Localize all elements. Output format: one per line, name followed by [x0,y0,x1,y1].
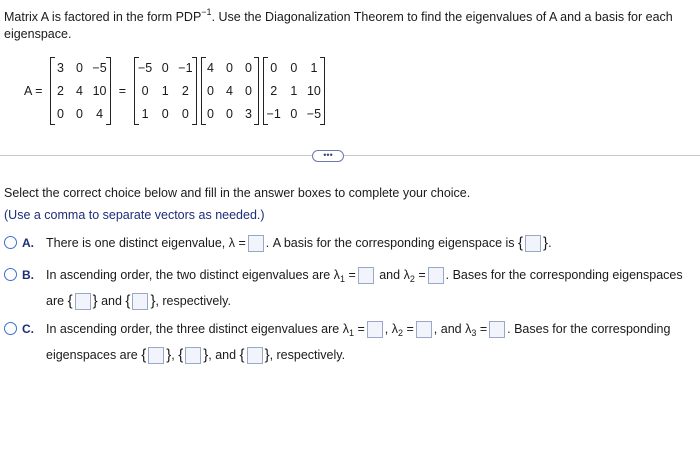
subscript: 1 [339,274,345,284]
matrix-entry: −1 [266,107,281,121]
matrix-entry: 0 [141,84,149,98]
right-brace: } [150,292,156,310]
instruction-text: Select the correct choice below and fill in the answer boxes to complete your choice. [4,186,471,200]
section-divider [0,155,700,156]
expand-more-button[interactable]: ••• [312,150,344,162]
right-brace: } [264,346,270,364]
choice-b-text: . Bases for the corresponding eigenspaces are [46,268,683,308]
right-brace: } [92,292,98,310]
matrix-entry: 0 [75,107,83,121]
choice-b-text: , respectively. [155,294,231,308]
choice-b[interactable] [4,264,694,313]
right-brace: } [203,346,209,364]
eigenvalue-2-input[interactable] [416,321,432,338]
eigenvalue-1-input[interactable] [367,321,383,338]
matrix-entry: 4 [96,107,104,121]
matrix-entry: 1 [290,84,298,98]
choice-b-text: and [101,294,122,308]
equals-sign: = [118,84,126,98]
left-brace: { [125,292,131,310]
matrix-entry: 10 [92,84,107,98]
choice-c-letter: C. [22,322,34,336]
choice-b-radio[interactable] [4,268,17,281]
matrix-entry: 4 [207,61,214,75]
matrix-entry: 2 [56,84,64,98]
basis-1-input[interactable] [75,293,91,310]
choice-a-letter: A. [22,236,34,250]
left-brace: { [178,346,184,364]
matrix-entry: 0 [290,107,298,121]
matrix-entry: 0 [181,107,189,121]
matrix-entry: 0 [161,61,169,75]
matrix-entry: −5 [92,61,107,75]
prompt-text-2: . Use the Diagonalization Theorem to find the eigenvalues of A and a basis for each eigenspace. [4,10,673,41]
matrix-a-label: A = [24,84,43,98]
choice-a-text: There is one distinct eigenvalue, λ = [46,236,246,250]
right-brace: } [543,234,549,252]
choice-a-radio[interactable] [4,236,17,249]
matrix-entry: 2 [181,84,189,98]
choice-c-text: , and [208,348,237,362]
left-brace: { [239,346,245,364]
choice-a-text: . A basis for the corresponding eigenspace is [265,236,515,250]
matrix-entry: 0 [56,107,64,121]
basis-input[interactable] [525,235,541,252]
factorization-equation [24,56,327,126]
matrix-entry: 1 [141,107,149,121]
eigenvalue-2-input[interactable] [428,267,444,284]
matrix-a [50,61,110,121]
problem-statement [4,4,694,43]
matrix-d [201,61,259,121]
eigenvalue-1-input[interactable] [358,267,374,284]
matrix-entry: 0 [290,61,298,75]
choice-c[interactable] [4,318,694,367]
matrix-entry: 4 [226,84,233,98]
prompt-text-1: Matrix A is factored in the form PDP [4,10,202,24]
matrix-p [134,61,197,121]
choice-b-text: and λ [379,268,410,282]
basis-1-input[interactable] [148,347,164,364]
matrix-entry: 0 [226,61,233,75]
choice-a-text: . [548,236,552,250]
subscript: 2 [397,328,403,338]
choice-c-text: , λ [384,322,398,336]
matrix-entry: 0 [270,61,278,75]
basis-2-input[interactable] [185,347,201,364]
inverse-superscript: −1 [201,7,212,17]
matrix-entry: −5 [138,61,153,75]
left-brace: { [518,234,524,252]
matrix-entry: 2 [270,84,278,98]
choice-c-text: = [357,322,365,336]
matrix-entry: 1 [310,61,318,75]
choice-b-letter: B. [22,268,34,282]
choice-c-text: , respectively. [269,348,346,362]
matrix-entry: 4 [75,84,83,98]
subscript: 3 [471,328,477,338]
matrix-entry: 10 [306,84,321,98]
choice-c-radio[interactable] [4,322,17,335]
matrix-entry: 0 [161,107,169,121]
matrix-entry: 3 [245,107,252,121]
matrix-entry: 0 [207,107,214,121]
choice-b-text: = [348,268,356,282]
eigenvalue-3-input[interactable] [489,321,505,338]
matrix-p-inverse [263,61,326,121]
choice-b-text: = [418,268,426,282]
subscript: 1 [348,328,354,338]
matrix-entry: −5 [306,107,322,121]
matrix-entry: 0 [245,61,252,75]
matrix-entry: −1 [178,61,193,75]
hint-text: (Use a comma to separate vectors as needed.) [4,208,265,222]
choice-c-text: , [171,348,175,362]
matrix-entry: 3 [56,61,64,75]
eigenvalue-input[interactable] [248,235,264,252]
choice-c-text: , and λ [433,322,472,336]
subscript: 2 [409,274,415,284]
matrix-entry: 0 [207,84,214,98]
basis-2-input[interactable] [132,293,148,310]
matrix-entry: 1 [161,84,169,98]
matrix-entry: 0 [75,61,83,75]
right-brace: } [166,346,172,364]
left-brace: { [67,292,73,310]
matrix-entry: 0 [245,84,252,98]
left-brace: { [141,346,147,364]
basis-3-input[interactable] [247,347,263,364]
choice-c-text: In ascending order, the three distinct eigenvalues are λ [46,322,349,336]
choice-c-text: = [406,322,414,336]
choice-a[interactable] [4,232,694,255]
matrix-entry: 0 [226,107,233,121]
choice-b-text: In ascending order, the two distinct eigenvalues are λ [46,268,340,282]
choice-c-text: . Bases for the corresponding eigenspaces are [46,322,671,362]
choice-c-text: = [479,322,488,336]
